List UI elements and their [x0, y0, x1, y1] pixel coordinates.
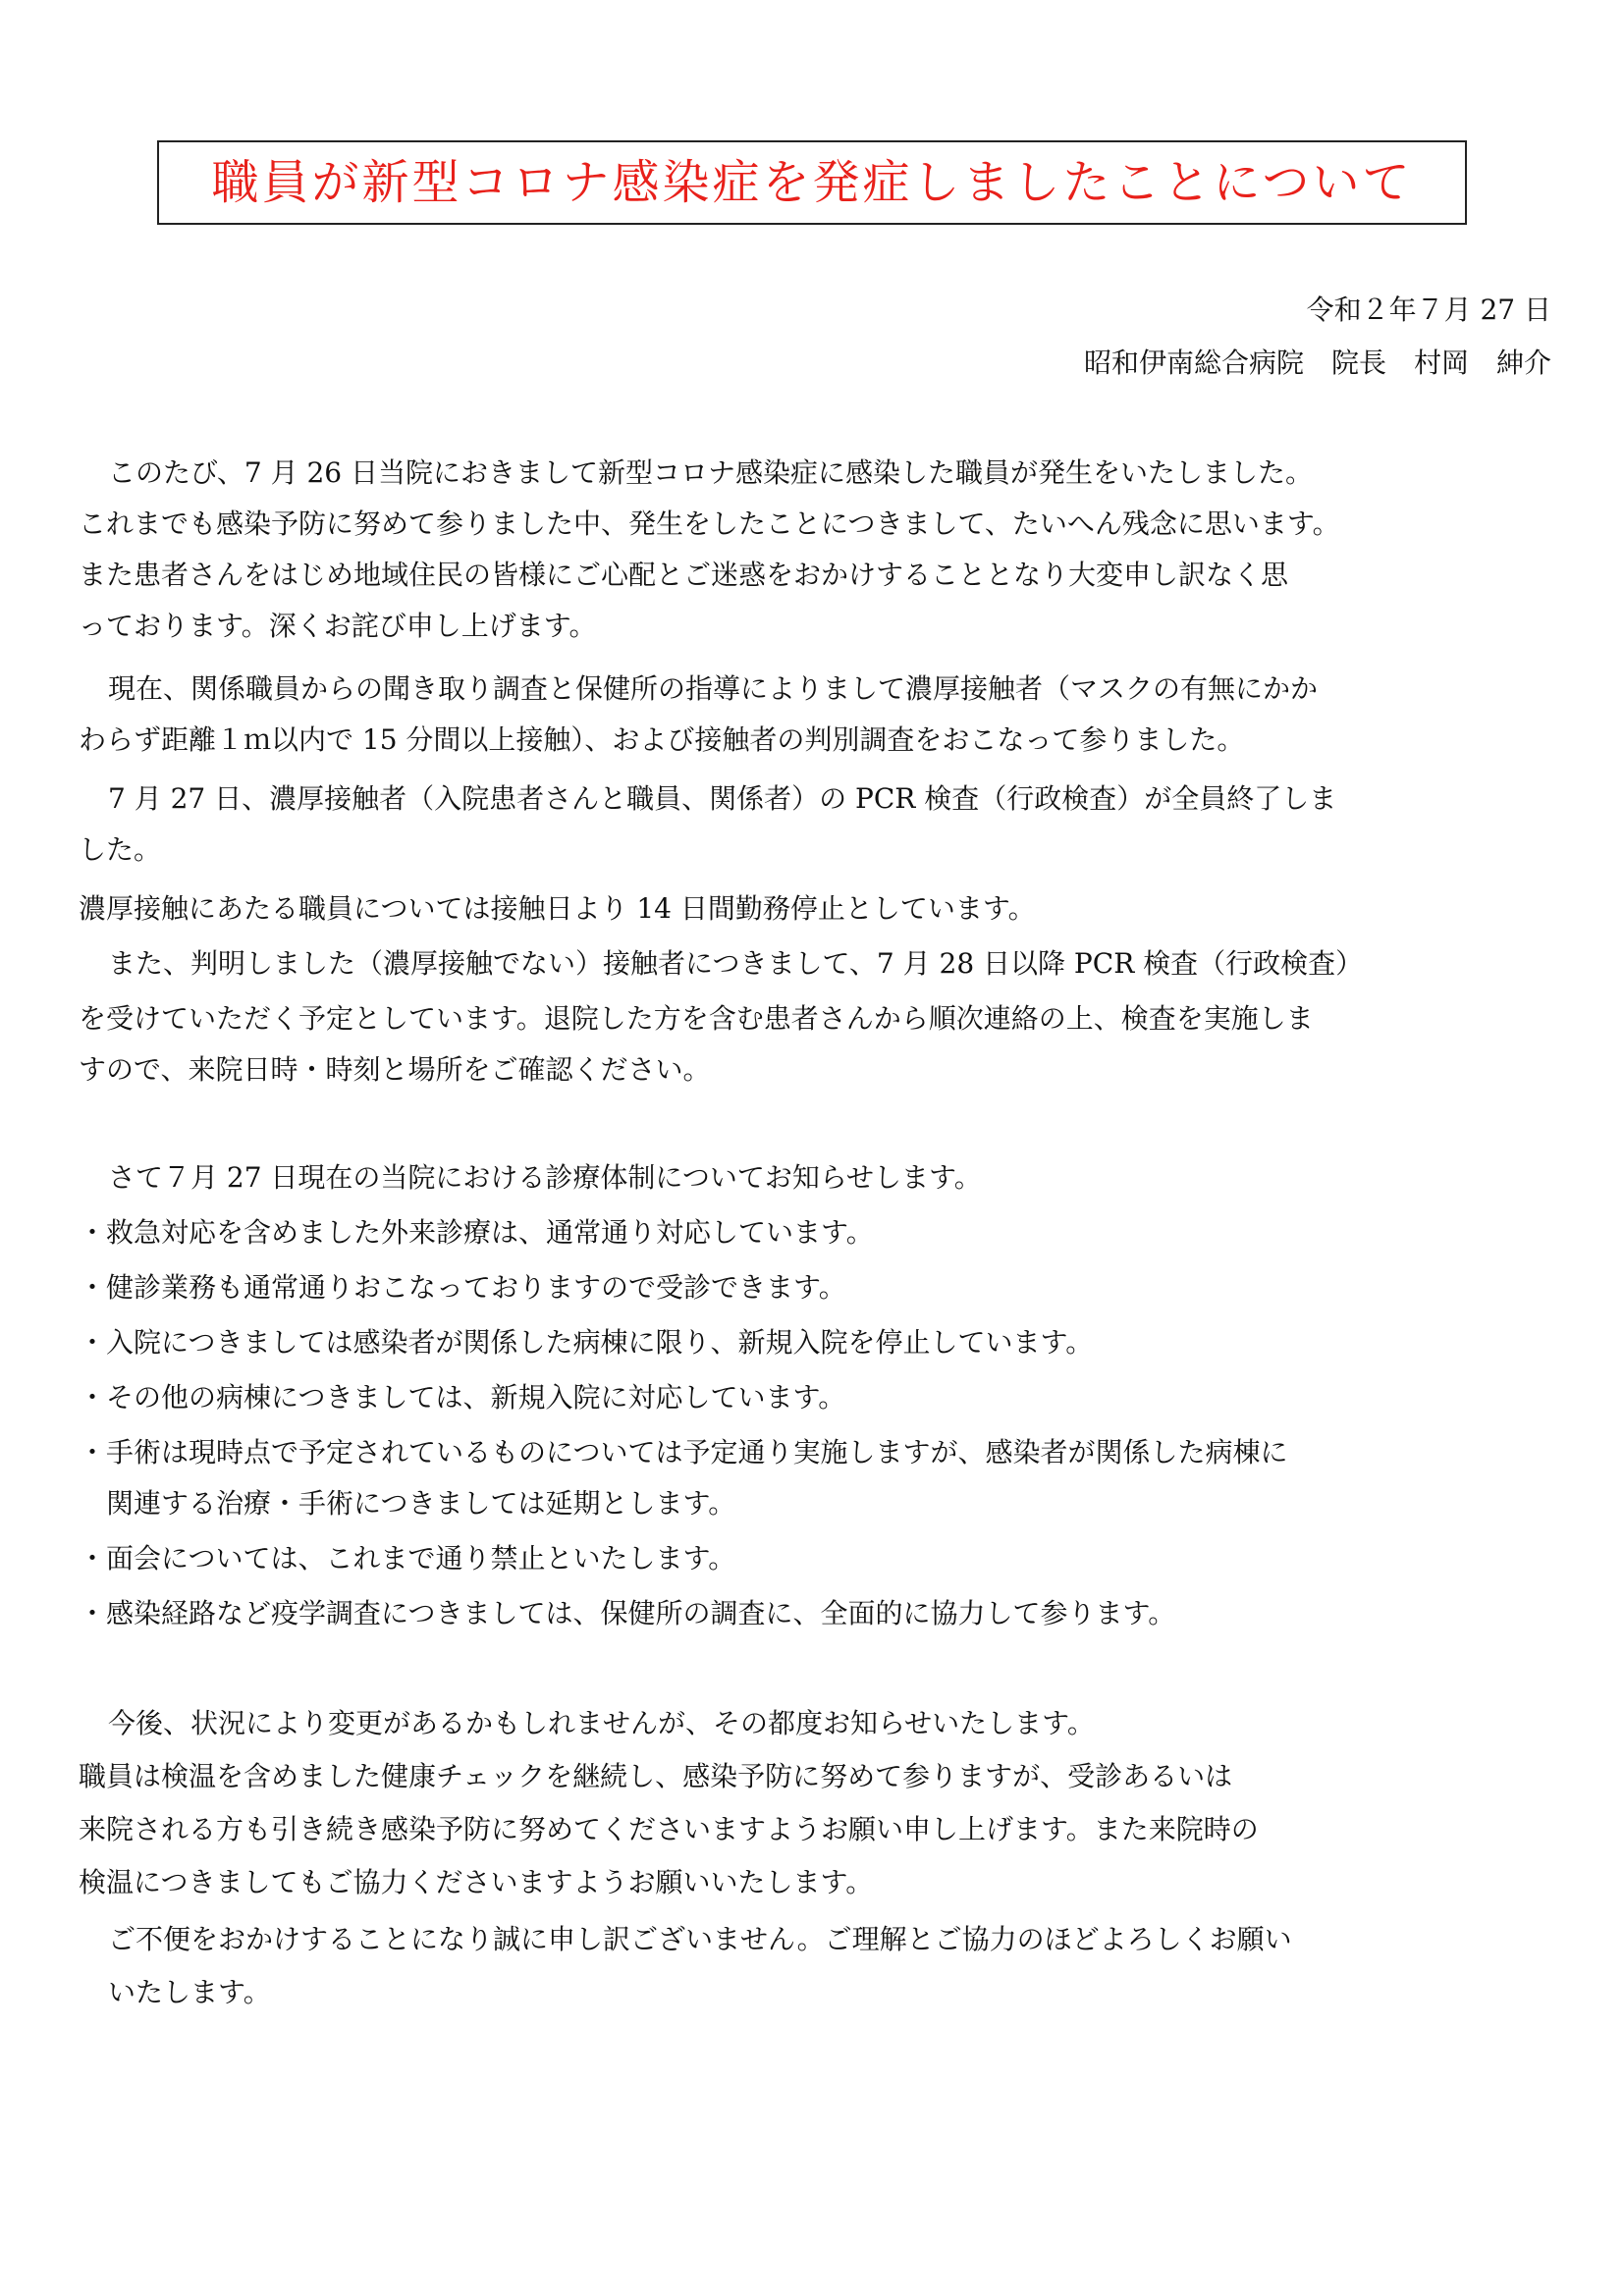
bullet-item-4: ・その他の病棟につきましては、新規入院に対応しています。 [79, 1381, 846, 1414]
paragraph1-line-2: これまでも感染予防に努めて参りました中、発生をしたことにつきまして、たいへん残念に思います。 [79, 507, 1340, 540]
paragraph1-line-3: また患者さんをはじめ地域住民の皆様にご心配とご迷惑をおかけすることとなり大変申し訳なく思 [79, 559, 1289, 591]
paragraph4-line-1: 濃厚接触にあたる職員については接触日より 14 日間勤務停止としています。 [79, 892, 1036, 925]
paragraph5-line-2: を受けていただく予定としています。退院した方を含む患者さんから順次連絡の上、検査を実施しま [79, 1002, 1314, 1035]
title-box [157, 140, 1467, 225]
bullet-item-3: ・入院につきましては感染者が関係した病棟に限り、新規入院を停止しています。 [79, 1326, 1094, 1359]
bullet-item-5: ・手術は現時点で予定されているものについては予定通り実施しますが、感染者が関係した病棟に [79, 1436, 1288, 1468]
paragraph5-line-3: すので、来院日時・時刻と場所をご確認ください。 [79, 1053, 711, 1086]
bullet-item-5-continued: 関連する治療・手術につきましては延期とします。 [106, 1487, 736, 1520]
status-intro: さて７月 27 日現在の当院における診療体制についてお知らせします。 [108, 1161, 982, 1194]
paragraph2-line-2: わらず距離１ｍ以内で 15 分間以上接触）、および接触者の判別調査をおこなって参りました。 [79, 723, 1245, 756]
paragraph3-line-1: 7 月 27 日、濃厚接触者（入院患者さんと職員、関係者）の PCR 検査（行政検査）が全員終了しま [108, 782, 1337, 815]
closing1-line-1: 今後、状況により変更があるかもしれませんが、その都度お知らせいたします。 [108, 1707, 1095, 1739]
signature-line: 昭和伊南総合病院 院長 村岡 紳介 [1083, 347, 1551, 379]
closing3-line-2: いたします。 [108, 1976, 271, 2008]
paragraph2-line-1: 現在、関係職員からの聞き取り調査と保健所の指導によりまして濃厚接触者（マスクの有無にかか [108, 672, 1319, 705]
bullet-item-6: ・面会については、これまで通り禁止といたします。 [79, 1542, 736, 1575]
paragraph1-line-4: っております。深くお詫び申し上げます。 [79, 610, 597, 642]
closing2-line-3: 検温につきましてもご協力くださいますようお願いいたします。 [79, 1866, 874, 1898]
paragraph5-line-1: また、判明しました（濃厚接触でない）接触者につきまして、7 月 28 日以降 PCR 検査（行政検査） [108, 947, 1364, 980]
closing2-line-1: 職員は検温を含めました健康チェックを継続し、感染予防に努めて参りますが、受診あるいは [79, 1760, 1233, 1792]
paragraph3-line-2: した。 [79, 833, 162, 866]
closing2-line-2: 来院される方も引き続き感染予防に努めてくださいますようお願い申し上げます。また来院時の [79, 1813, 1259, 1845]
bullet-item-7: ・感染経路など疫学調査につきましては、保健所の調査に、全面的に協力して参ります。 [79, 1597, 1176, 1629]
page-title: 職員が新型コロナ感染症を発症しましたことについて [211, 155, 1413, 210]
closing3-line-1: ご不便をおかけすることになり誠に申し訳ございません。ご理解とご協力のほどよろしくお願い [108, 1923, 1292, 1955]
date-line: 令和２年７月 27 日 [1306, 294, 1551, 326]
bullet-item-1: ・救急対応を含めました外来診療は、通常通り対応しています。 [79, 1216, 874, 1249]
paragraph1-line-1: このたび、7 月 26 日当院におきまして新型コロナ感染症に感染した職員が発生をいたしました。 [108, 456, 1314, 489]
bullet-item-2: ・健診業務も通常通りおこなっておりますので受診できます。 [79, 1271, 846, 1304]
